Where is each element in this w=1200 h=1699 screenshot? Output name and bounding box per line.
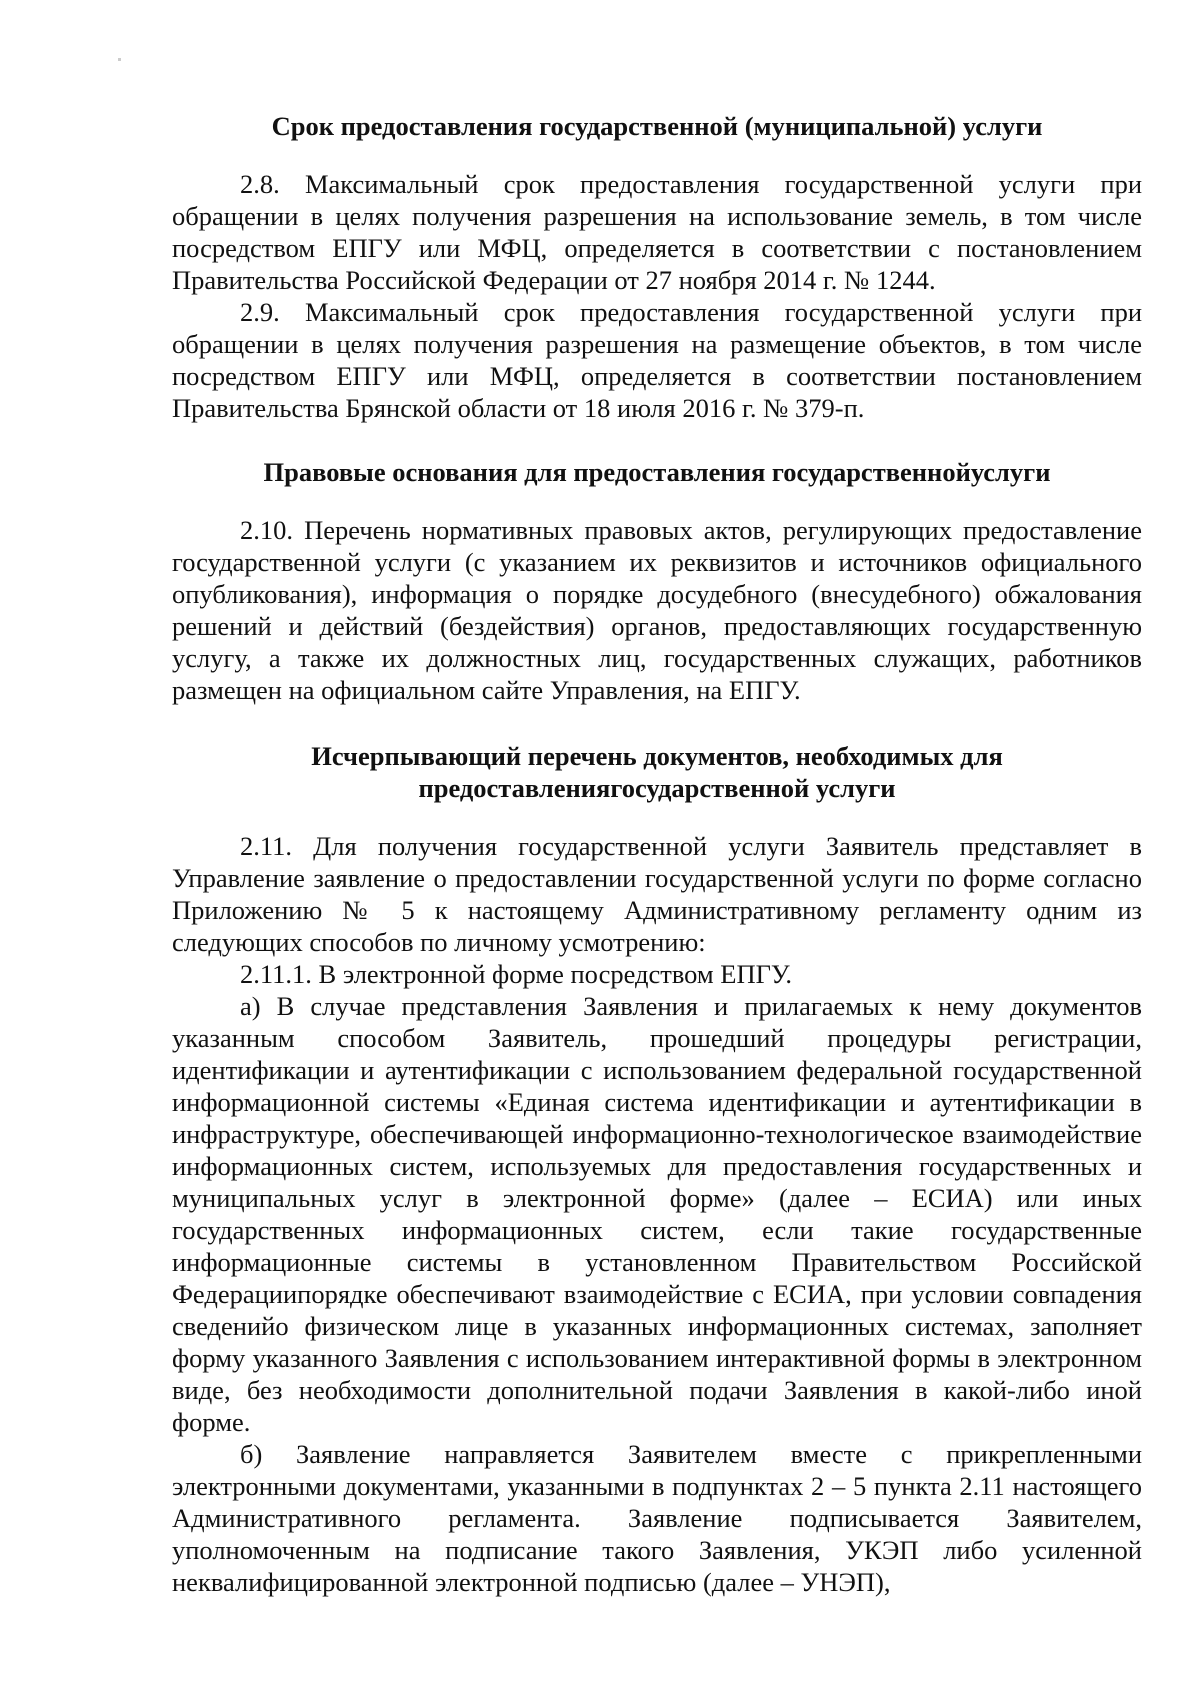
paragraph-2-11-1: 2.11.1. В электронной форме посредством ЕПГУ. [240,959,792,989]
document-page [172,100,1142,1598]
section-heading-documents [172,740,1142,804]
paragraph-a: а) В случае представления Заявления и прилагаемых к нему документов указанным способом Заявитель, прошедший процедуры регистрации, идентификации и аутентификации с использованием федеральной государственной информационной системы «Единая система идентификации и аутентификации в инфраструктуре, обеспечивающей информационно-технологическое взаимодействие информационных систем, используемых для предоставления государственных и муниципальных услуг в электронной форме» (далее – ЕСИА) или иных государственных информационных систем, если такие государственные информационные системы в установленном Правительством Российской Федерациипорядке обеспечивают взаимодействие с ЕСИА, при условии совпадения сведенийо физическом лице в указанных информационных системах, заполняет форму указанного Заявления с использованием интерактивной формы в электронном виде, без необходимости дополнительной подачи Заявления в какой-либо иной форме. [172,991,1142,1437]
section-heading-term: Срок предоставления государственной (муниципальной) услуги [271,111,1043,141]
paragraph-2-11: 2.11. Для получения государственной услуги Заявитель представляет в Управление заявление о предоставлении государственной услуги по форме согласно Приложению № 5 к настоящему Административному регламенту одним из следующих способов по личному усмотрению: [172,831,1142,957]
paragraph-2-9: 2.9. Максимальный срок предоставления государственной услуги при обращении в целях получения разрешения на размещение объектов, в том числе посредством ЕПГУ или МФЦ, определяется в соответствии постановлением Правительства Брянской области от 18 июля 2016 г. № 379-п. [172,297,1142,423]
section-heading-legal-basis: Правовые основания для предоставления государственнойуслуги [263,457,1051,487]
section-heading-documents-line-1: Исчерпывающий перечень документов, необходимых для [311,741,1003,771]
paragraph-b: б) Заявление направляется Заявителем вместе с прикрепленными электронными документами, указанными в подпунктах 2 – 5 пункта 2.11 настоящего Административного регламента. Заявление подписывается Заявителем, уполномоченным на подписание такого Заявления, УКЭП либо усиленной неквалифицированной электронной подписью (далее – УНЭП), [172,1439,1142,1597]
paragraph-2-8: 2.8. Максимальный срок предоставления государственной услуги при обращении в целях получения разрешения на использование земель, в том числе посредством ЕПГУ или МФЦ, определяется в соответствии с постановлением Правительства Российской Федерации от 27 ноября 2014 г. № 1244. [172,169,1142,295]
paragraph-2-10: 2.10. Перечень нормативных правовых актов, регулирующих предоставление государственной услуги (с указанием их реквизитов и источников официального опубликования), информация о порядке досудебного (внесудебного) обжалования решений и действий (бездействия) органов, предоставляющих государственную услугу, а также их должностных лиц, государственных служащих, работников размещен на официальном сайте Управления, на ЕПГУ. [172,515,1142,705]
scan-speck [118,58,121,61]
section-heading-documents-line-2: предоставлениягосударственной услуги [418,773,896,803]
